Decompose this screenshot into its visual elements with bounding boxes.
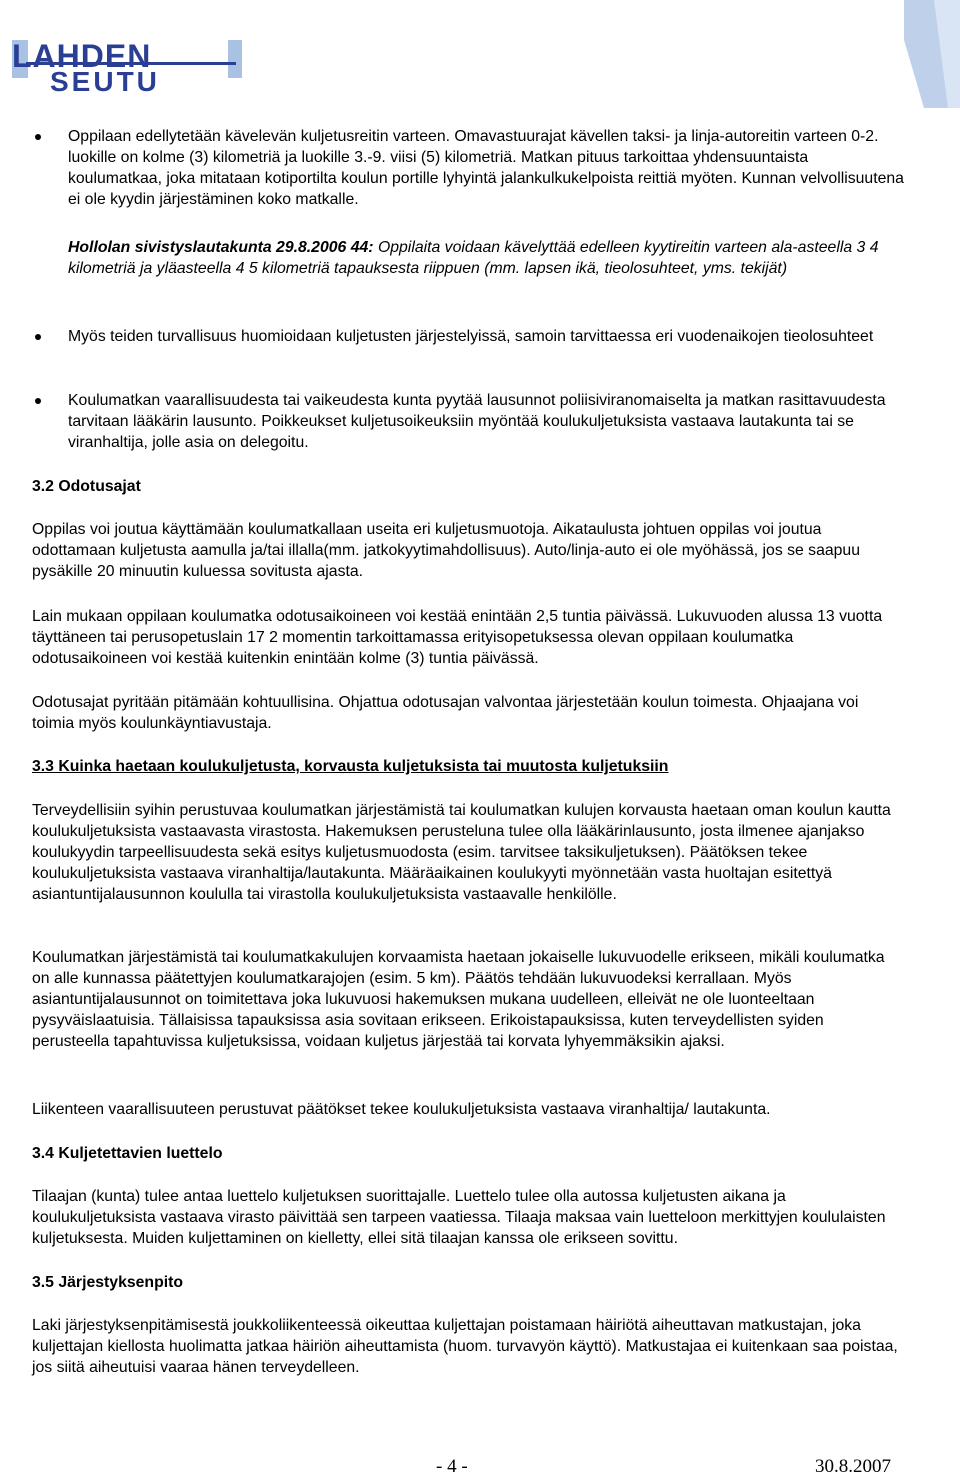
bullet-item: Oppilaan edellytetään kävelevän kuljetusreitin varteen. Omavastuurajat kävellen taksi- ja linja-autoreitin varteen 0-2. luokille on kolme (3) kilometriä ja luokille 3.-9. viisi (5) kilometriä. Matkan pituus tarkoittaa yhdensuuntaista koulumatkaa, joka mitataan kotiportilta koulun portille lyhyintä jalankulkukelpoista reittiä myöten. Kunnan velvollisuutena ei ole kyydin järjestäminen koko matkalle. <box>68 128 904 208</box>
footer-date: 30.8.2007 <box>815 1456 891 1477</box>
section-heading-3-5: 3.5 Järjestyksenpito <box>32 1274 184 1291</box>
paragraph: Terveydellisiin syihin perustuvaa koulumatkan järjestämistä tai koulumatkan kulujen korvausta haetaan oman koulun kautta koulukuljetuksista vastaavasta virastosta. Hakemuksen perusteluna tulee olla lääkärinlausunto, josta ilmenee ajanjakso koulukyydin tarpeellisuudesta sekä esitys kuljetusmuodosta (esim. tarvitsee taksikuljetuksen). Päätöksen tekee koulukuljetuksista vastaava viranhaltija/lautakunta. Määräaikainen koulukyyti myönnetään vasta huoltajan esitettyä asiantuntijalausunnon koululla tai virastolla koulukuljetuksista vastaavalle henkilölle. <box>32 802 891 903</box>
logo-line-2: SEUTU <box>50 66 160 97</box>
paragraph: Liikenteen vaarallisuuteen perustuvat päätökset tekee koulukuljetuksista vastaava viranhaltija/ lautakunta. <box>32 1101 771 1118</box>
section-heading-3-2: 3.2 Odotusajat <box>32 478 141 495</box>
section-heading-3-3: 3.3 Kuinka haetaan koulukuljetusta, korvausta kuljetuksista tai muutosta kuljetuksiin <box>32 758 669 775</box>
hollola-decision-text: Oppilaita voidaan kävelyttää edelleen kyytireitin varteen ala-asteella 3 4 kilometriä ja yläasteella 4 5 kilometriä tapauksesta riippuen (mm. lapsen ikä, tieolosuhteet, yms. tekijät) <box>68 239 879 277</box>
section-heading-3-4: 3.4 Kuljetettavien luettelo <box>32 1145 223 1162</box>
hollola-decision-title: Hollolan sivistyslautakunta 29.8.2006 44: <box>68 239 374 256</box>
paragraph: Koulumatkan järjestämistä tai koulumatkakulujen korvaamista haetaan jokaiselle lukuvuodelle erikseen, mikäli koulumatka on alle kunnassa päätettyjen koulumatkarajojen (esim. 5 km). Päätös tehdään lukuvuodeksi kerrallaan. Myös asiantuntijalausunnot on toimitettava joka lukuvuosi hakemuksen mukana uudelleen, elleivät ne ole luonteeltaan pysyväislaatuisia. Tällaisissa tapauksissa asia sovitaan erikseen. Erikoistapauksissa, kuten terveydellisten syiden perusteella tapahtuvissa kuljetuksissa, voidaan kuljetus järjestää tai korvata lyhyemmäksikin ajaksi. <box>32 949 885 1050</box>
paragraph: Tilaajan (kunta) tulee antaa luettelo kuljetuksen suorittajalle. Luettelo tulee olla autossa kuljetusten aikana ja koulukuljetuksista vastaava virasto päivittää sen tarpeen vaatiessa. Tilaaja maksaa vain luetteloon merkittyjen koululaisten kuljetuksesta. Muiden kuljettaminen on kielletty, ellei sitä tilaajan kanssa ole erikseen sovittu. <box>32 1188 886 1247</box>
bullet-marker <box>35 134 41 140</box>
header-logo <box>0 0 960 110</box>
logo-line-1: LAHDEN <box>12 38 152 74</box>
bullet-item: Myös teiden turvallisuus huomioidaan kuljetusten järjestelyissä, samoin tarvittaessa eri vuodenaikojen tieolosuhteet <box>68 328 874 345</box>
corner-decoration <box>904 0 960 108</box>
bullet-item: Koulumatkan vaarallisuudesta tai vaikeudesta kunta pyytää lausunnot poliisiviranomaiselta ja matkan rasittavuudesta tarvitaan lääkärin lausunto. Poikkeukset kuljetusoikeuksiin myöntää koulukuljetuksista vastaava lautakunta tai se viranhaltija, jolle asia on delegoitu. <box>68 392 886 451</box>
paragraph: Laki järjestyksenpitämisestä joukkoliikenteessä oikeuttaa kuljettajan poistamaan häiriötä aiheuttavan matkustajan, joka kuljettajan kiellosta huolimatta jatkaa häiriön aiheuttamista (huom. turvavyön käyttö). Matkustajaa ei kuitenkaan saa poistaa, jos siitä aiheutuisi vaaraa hänen terveydelleen. <box>32 1317 898 1376</box>
page-number: - 4 - <box>436 1456 468 1477</box>
bullet-marker <box>35 398 41 404</box>
paragraph: Oppilas voi joutua käyttämään koulumatkallaan useita eri kuljetusmuotoja. Aikataulusta johtuen oppilas voi joutua odottamaan kuljetusta aamulla ja/tai illalla(mm. jatkokyytimahdollisuus). Auto/linja-auto ei ole myöhässä, jos se saapuu pysäkille 20 minuutin kuluessa sovitusta ajasta. <box>32 521 861 580</box>
bullet-marker <box>35 334 41 340</box>
paragraph: Odotusajat pyritään pitämään kohtuullisina. Ohjattua odotusajan valvontaa järjestetään koulun toimesta. Ohjaajana voi toimia myös koulunkäyntiavustaja. <box>32 694 859 732</box>
hollola-decision <box>68 237 906 279</box>
paragraph: Lain mukaan oppilaan koulumatka odotusaikoineen voi kestää enintään 2,5 tuntia päivässä. Lukuvuoden alussa 13 vuotta täyttäneen tai perusopetuslain 17 2 momentin tarkoittamassa erityisopetuksessa olevan oppilaan koulumatka odotusaikoineen voi kestää kuitenkin enintään kolme (3) tuntia päivässä. <box>32 608 883 667</box>
